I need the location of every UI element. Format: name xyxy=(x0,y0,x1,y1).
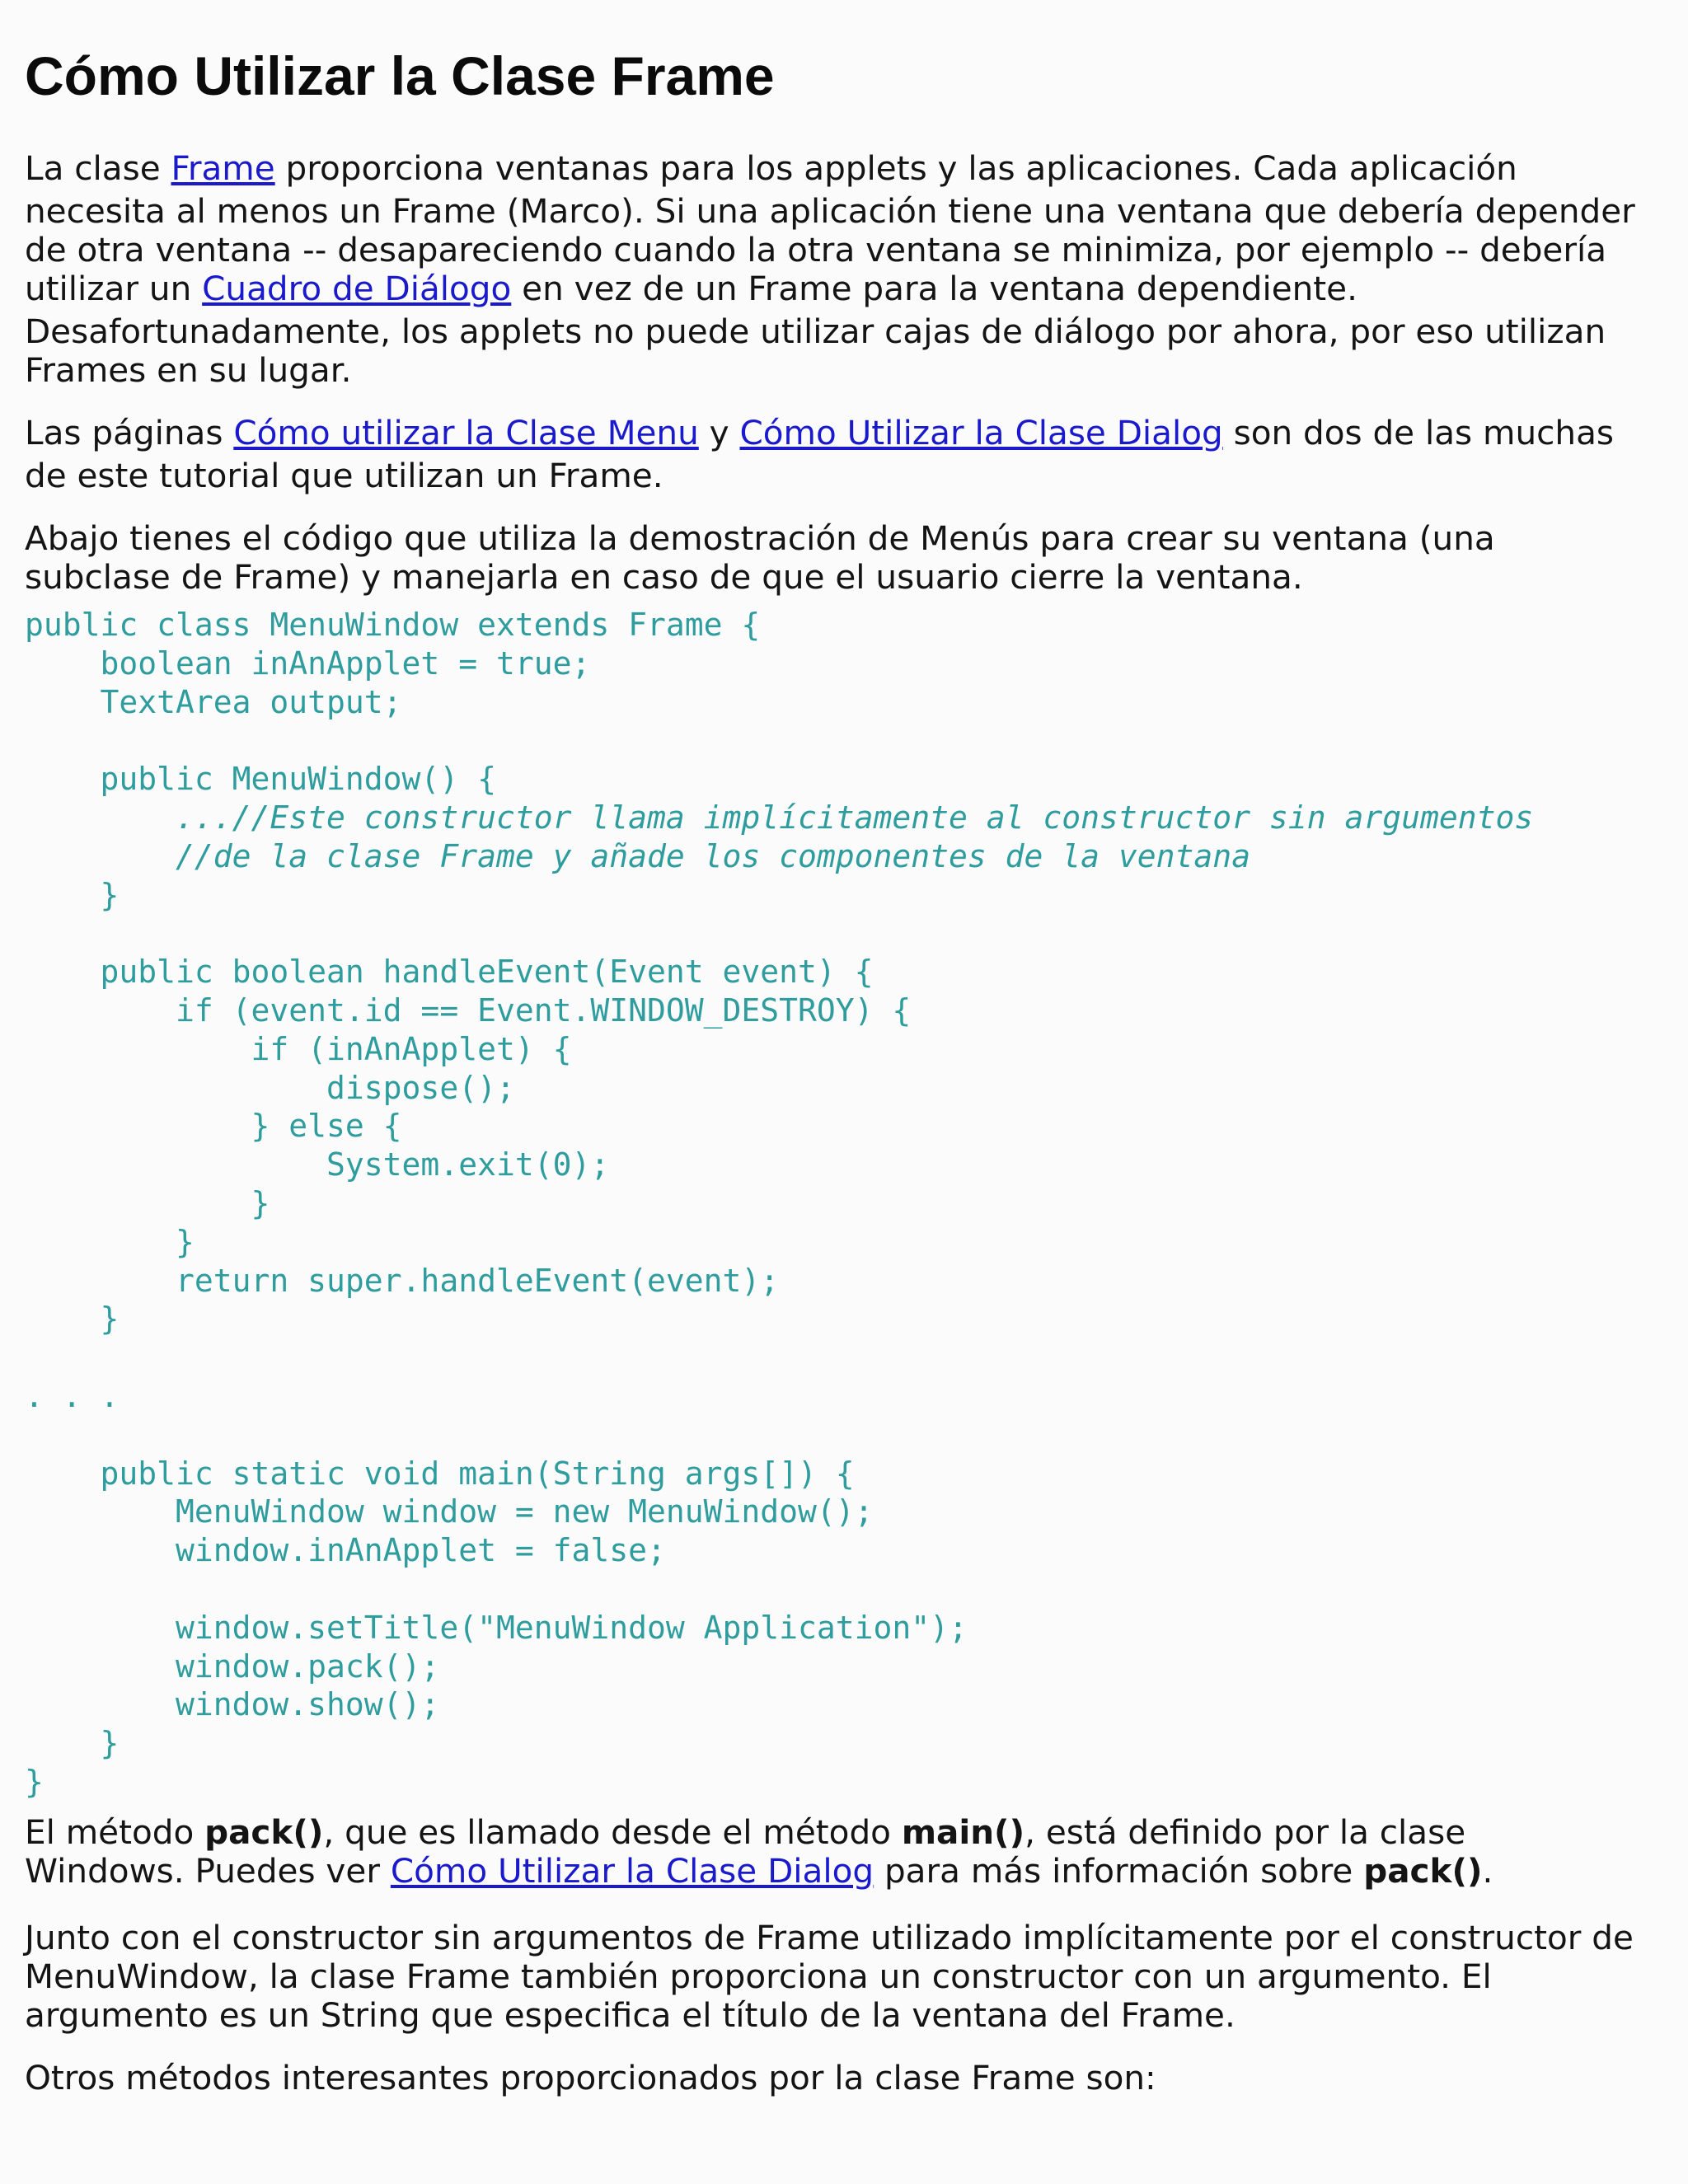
code-line xyxy=(25,721,1533,760)
code-line: } xyxy=(25,1301,120,1338)
paragraph-constructor-line-2: MenuWindow, la clase Frame también proporciona un constructor con un argumento. El xyxy=(25,1957,1492,1996)
paragraph-constructor-line-1: Junto con el constructor sin argumentos de Frame utilizado implícitamente por el constructor de xyxy=(25,1918,1634,1957)
paragraph-code-intro-line-1: Abajo tienes el código que utiliza la demostración de Menús para crear su ventana (una xyxy=(25,518,1495,558)
code-line: System.exit(0); xyxy=(25,1146,610,1183)
code-line: } xyxy=(25,1184,270,1221)
code-line: } else { xyxy=(25,1108,402,1145)
paragraph-intro-line-2: necesita al menos un Frame (Marco). Si una aplicación tiene una ventana que debería depender xyxy=(25,191,1635,231)
cuadro-de-dialogo-link[interactable]: Cuadro de Diálogo xyxy=(202,269,512,308)
code-line xyxy=(25,1338,1533,1377)
code-line: } xyxy=(25,1763,44,1800)
menu-class-link[interactable]: Cómo utilizar la Clase Menu xyxy=(233,413,699,452)
paragraph-code-intro-line-2: subclase de Frame) y manejarla en caso de que el usuario cierre la ventana. xyxy=(25,557,1303,597)
paragraph-intro-line-1: La clase Frame proporciona ventanas para los applets y las aplicaciones. Cada aplicación xyxy=(25,148,1517,188)
code-line xyxy=(25,1416,1533,1455)
paragraph-intro-line-6: Frames en su lugar. xyxy=(25,350,352,390)
code-line: } xyxy=(25,1725,120,1762)
paragraph-pack-line-2: Windows. Puedes ver Cómo Utilizar la Clase Dialog para más información sobre pack(). xyxy=(25,1851,1493,1891)
code-line xyxy=(25,914,1533,953)
code-line: MenuWindow window = new MenuWindow(); xyxy=(25,1493,874,1530)
code-line xyxy=(25,1570,1533,1609)
code-line: public static void main(String args[]) { xyxy=(25,1455,855,1492)
code-line: window.setTitle("MenuWindow Application"); xyxy=(25,1609,968,1646)
page-title: Cómo Utilizar la Clase Frame xyxy=(25,45,775,106)
code-line: if (event.id == Event.WINDOW_DESTROY) { xyxy=(25,991,912,1029)
paragraph-pack-line-1: El método pack(), que es llamado desde el método main(), está definido por la clase xyxy=(25,1812,1466,1852)
paragraph-pages-line-2: de este tutorial que utilizan un Frame. xyxy=(25,456,663,495)
code-line: boolean inAnApplet = true; xyxy=(25,644,591,682)
code-line: } xyxy=(25,1223,195,1260)
paragraph-constructor-line-3: argumento es un String que especifica el título de la ventana del Frame. xyxy=(25,1995,1236,2035)
code-line: public boolean handleEvent(Event event) { xyxy=(25,954,874,991)
dialog-class-link[interactable]: Cómo Utilizar la Clase Dialog xyxy=(739,413,1223,452)
paragraph-intro-line-5: Desafortunadamente, los applets no puede utilizar cajas de diálogo por ahora, por eso utilizan xyxy=(25,312,1606,351)
dialog-class-link-2[interactable]: Cómo Utilizar la Clase Dialog xyxy=(390,1851,874,1891)
code-comment-line: //de la clase Frame y añade los componentes de la ventana xyxy=(25,837,1251,874)
frame-link[interactable]: Frame xyxy=(171,148,275,188)
code-line: } xyxy=(25,876,120,913)
code-line: return super.handleEvent(event); xyxy=(25,1262,780,1299)
code-line: window.pack(); xyxy=(25,1647,440,1685)
code-comment-line: ...//Este constructor llama implícitamente al constructor sin argumentos xyxy=(25,799,1534,836)
paragraph-other-methods: Otros métodos interesantes proporcionados por la clase Frame son: xyxy=(25,2058,1156,2097)
paragraph-intro-line-3: de otra ventana -- desapareciendo cuando la otra ventana se minimiza, por ejemplo -- debería xyxy=(25,230,1607,269)
code-line: public MenuWindow() { xyxy=(25,761,496,798)
code-line: public class MenuWindow extends Frame { xyxy=(25,607,761,643)
code-line: window.inAnApplet = false; xyxy=(25,1532,666,1569)
code-line: TextArea output; xyxy=(25,683,402,720)
paragraph-pages-line-1: Las páginas Cómo utilizar la Clase Menu y Cómo Utilizar la Clase Dialog son dos de las muchas xyxy=(25,413,1614,452)
code-line: if (inAnApplet) { xyxy=(25,1030,572,1067)
code-line: . . . xyxy=(25,1377,120,1414)
paragraph-intro-line-4: utilizar un Cuadro de Diálogo en vez de un Frame para la ventana dependiente. xyxy=(25,269,1357,308)
code-block xyxy=(25,606,1533,1802)
code-line: dispose(); xyxy=(25,1069,515,1106)
code-line: window.show(); xyxy=(25,1686,440,1723)
